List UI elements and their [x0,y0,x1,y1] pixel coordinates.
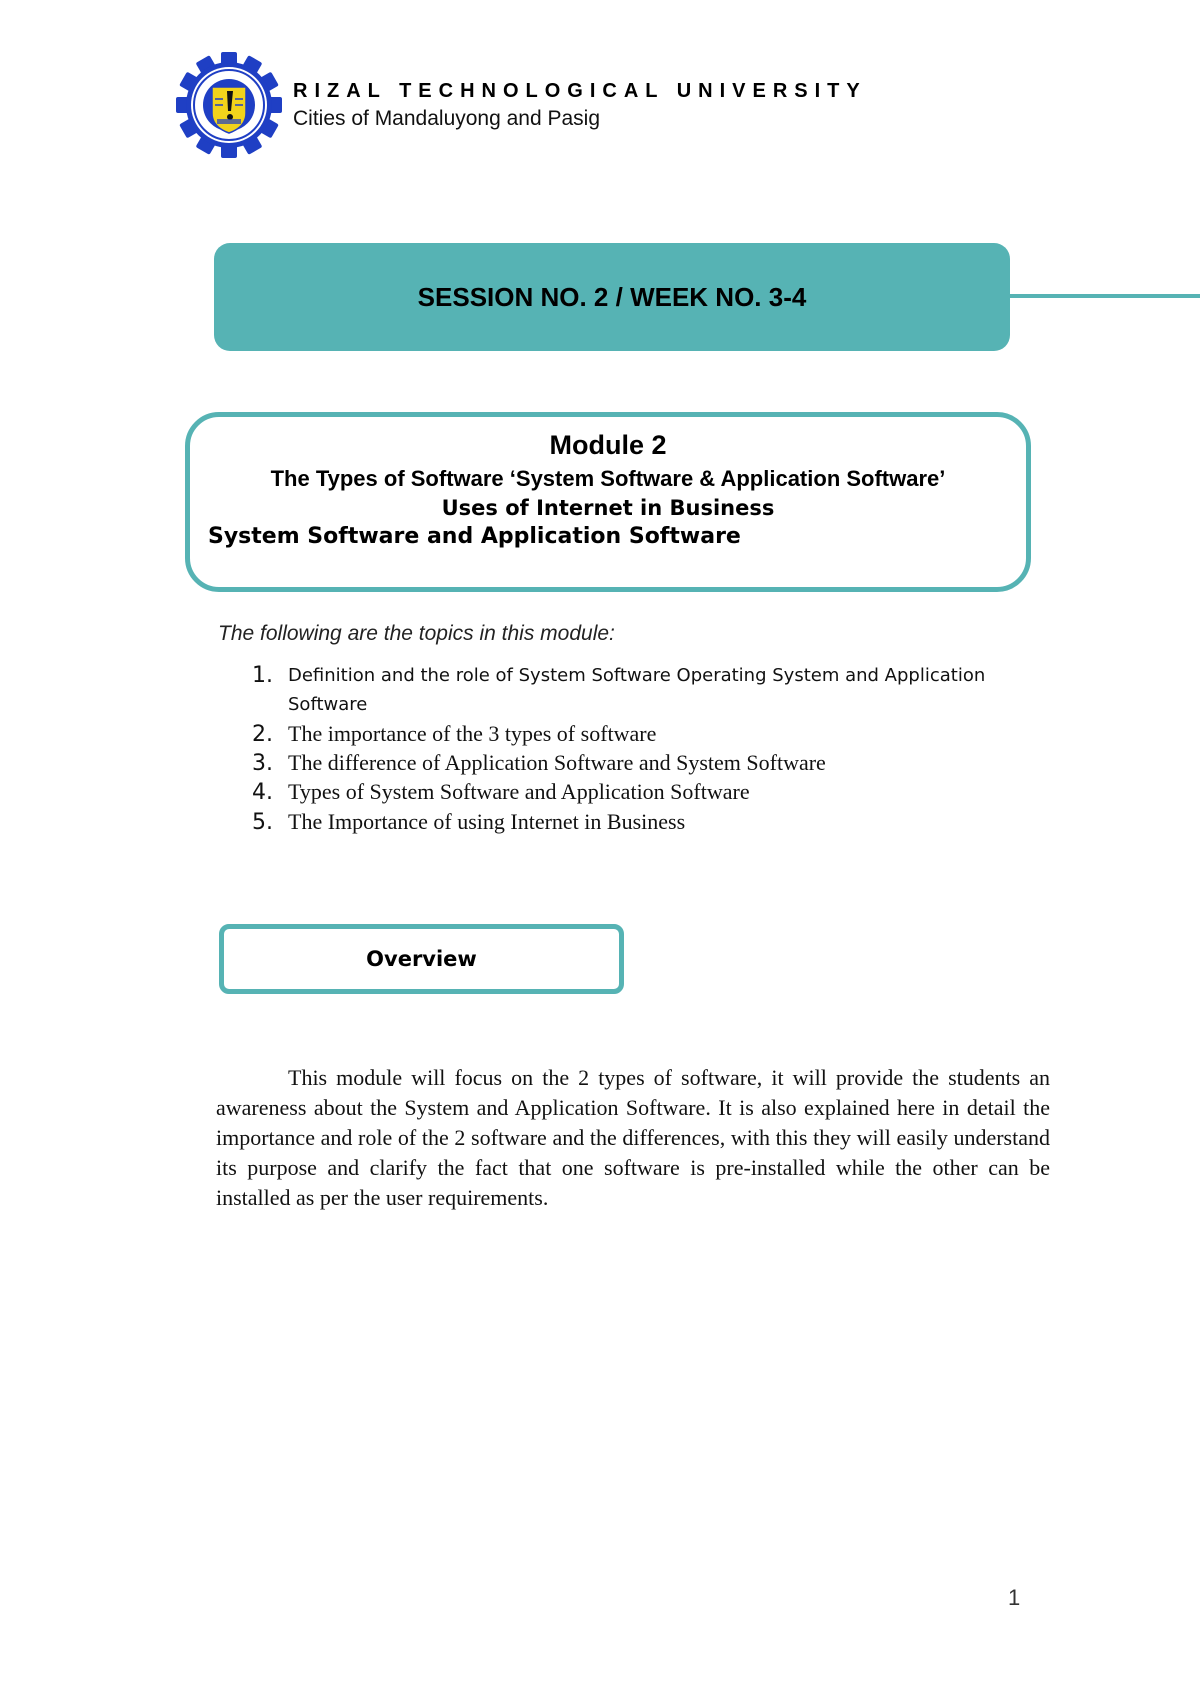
module-subtitle-software: System Software and Application Software [208,524,741,549]
overview-box [219,924,624,994]
topics-intro: The following are the topics in this module: [218,622,615,645]
topic-number: 2. [252,722,273,747]
university-seal-icon [176,52,282,158]
topic-number: 3. [252,751,273,776]
module-subtitle: The Types of Software ‘System Software & Application Software’ [270,466,946,491]
university-location: Cities of Mandaluyong and Pasig [293,107,601,130]
topic-number: 5. [252,810,273,835]
university-logo [176,52,282,158]
session-banner-line [1008,294,1200,298]
module-subtitle-internet: Uses of Internet in Business [441,496,775,520]
page-number: 1 [1008,1585,1021,1610]
university-name: RIZAL TECHNOLOGICAL UNIVERSITY [293,80,867,102]
overview-label: Overview [366,947,477,971]
topic-number: 1. [252,663,273,688]
topic-item: The importance of the 3 types of software [288,721,657,746]
topic-item: The difference of Application Software and System Software [288,750,826,775]
overview-paragraph [216,1063,1050,1213]
session-title: SESSION NO. 2 / WEEK NO. 3-4 [417,281,807,312]
module-title: Module 2 [549,430,667,460]
overview-paragraph-text: This module will focus on the 2 types of software, it will provide the students an awareness about the System and Application Software. It is also explained here in detail the importance and role of the 2 software and the differences, with this they will easily understand its purpose and clarify the fact that one software is pre-installed while the other can be installed as per the user requirements. [216,1065,1050,1210]
session-banner [214,243,1010,351]
topic-item: Definition and the role of System Software Operating System and Application Software [288,665,986,715]
topic-item: The Importance of using Internet in Business [288,809,686,834]
topic-number: 4. [252,780,273,805]
topic-item: Types of System Software and Application Software [288,779,750,804]
